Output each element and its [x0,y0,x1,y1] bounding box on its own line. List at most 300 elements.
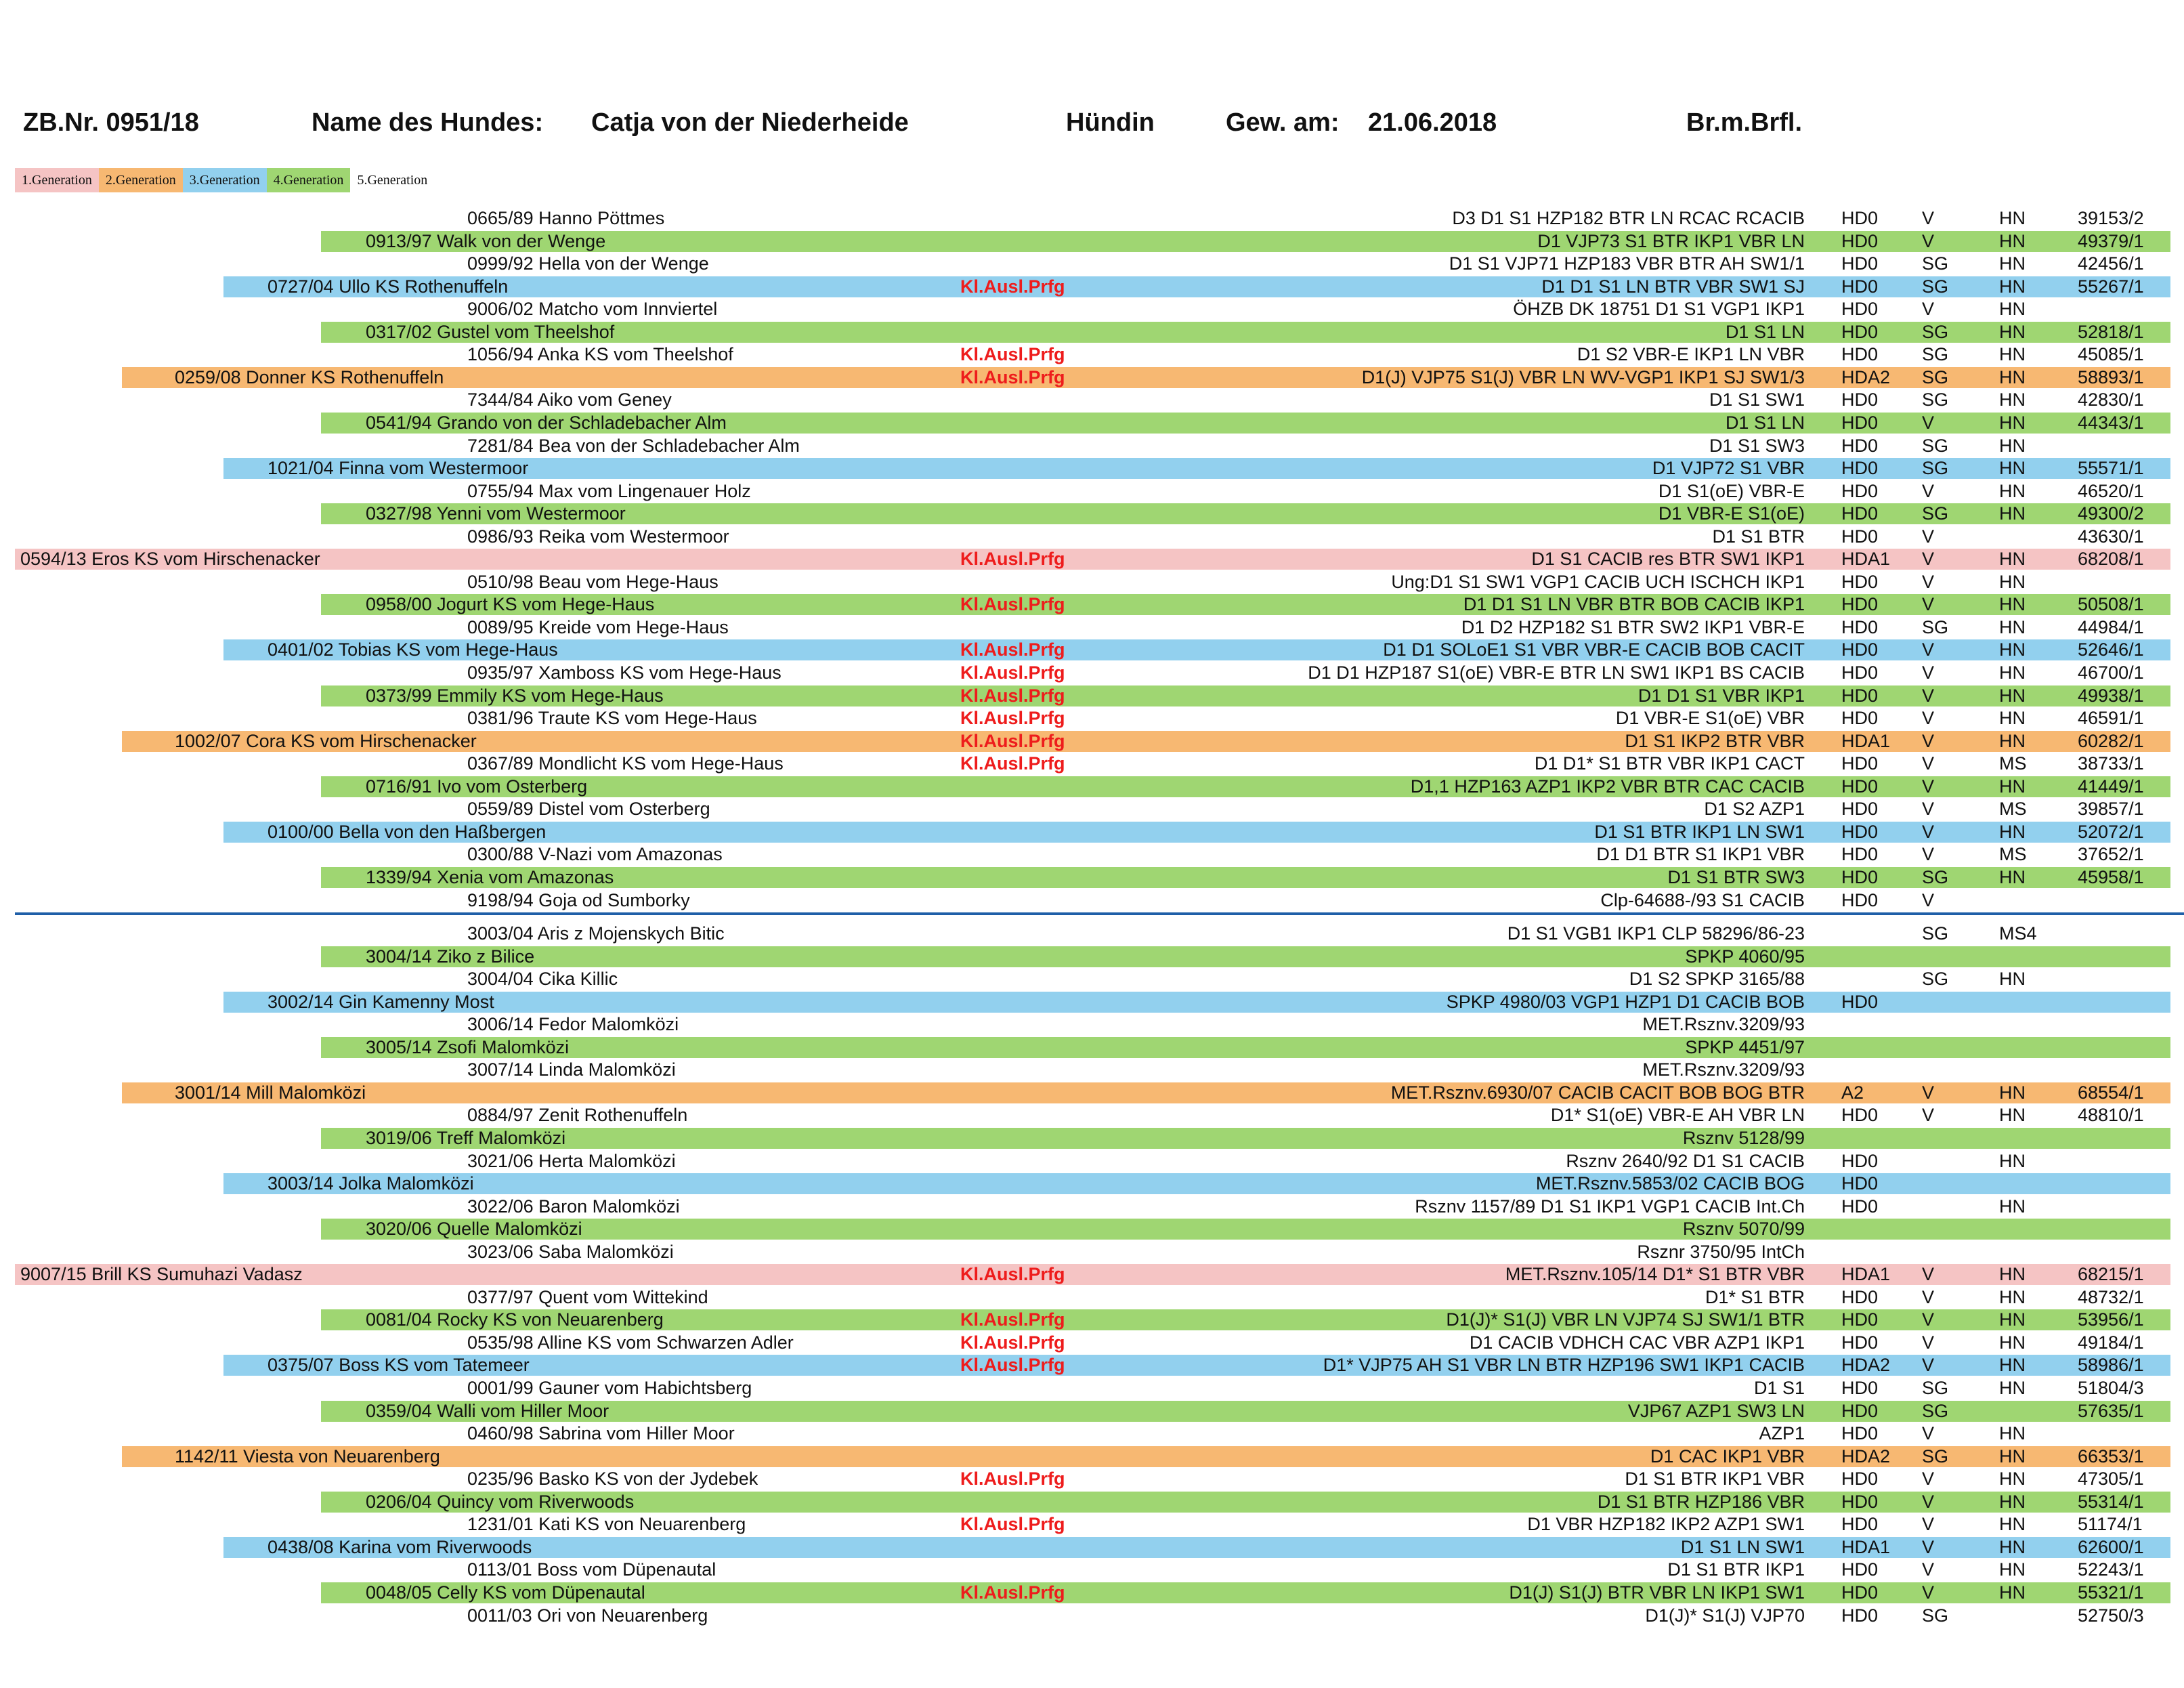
hd-cell: HDA2 [1841,1355,1891,1375]
ausl-prfg-mark: Kl.Ausl.Prfg [960,594,1065,614]
dog-entry: 0913/97 Walk von der Wenge [366,231,606,251]
pedigree-row [0,1013,2184,1036]
stammbuch-cell: 45958/1 [2078,867,2144,887]
hd-cell: HD0 [1841,322,1879,342]
pedigree-row [0,707,2184,730]
pedigree-row [0,1196,2184,1218]
pruefung-cell: HN [1999,867,2026,887]
pruefung-cell: HN [1999,1105,2026,1125]
titles-cell: D1 S1 CACIB res BTR SW1 IKP1 [1531,549,1805,569]
pruefung-cell: HN [1999,549,2026,569]
hd-cell: HD0 [1841,503,1879,524]
pedigree-row [0,776,2184,798]
ausl-prfg-mark: Kl.Ausl.Prfg [960,1582,1065,1603]
pedigree-row [0,616,2184,639]
pedigree-row [0,1536,2184,1559]
titles-cell: D1(J)* S1(J) VJP70 [1645,1605,1805,1626]
pruefung-cell: HN [1999,1287,2026,1307]
stammbuch-cell: 39153/2 [2078,208,2144,228]
pedigree-row [0,321,2184,343]
formwert-cell: V [1922,1082,1935,1103]
pruefung-cell: HN [1999,1332,2026,1353]
formwert-cell: SG [1922,367,1949,387]
hd-cell: HD0 [1841,1287,1879,1307]
dog-entry: 3003/04 Aris z Mojenskych Bitic [467,923,725,944]
pruefung-cell: HN [1999,572,2026,592]
titles-cell: D3 D1 S1 HZP182 BTR LN RCAC RCACIB [1452,208,1805,228]
formwert-cell: V [1922,481,1935,501]
dog-entry: 3004/14 Ziko z Bilice [366,946,535,967]
titles-cell: D1 S1 IKP2 BTR VBR [1625,731,1805,751]
formwert-cell: SG [1922,1378,1949,1398]
hd-cell: HD0 [1841,799,1879,819]
born-date: 21.06.2018 [1368,108,1497,137]
stammbuch-cell: 55267/1 [2078,276,2144,297]
ausl-prfg-mark: Kl.Ausl.Prfg [960,344,1065,364]
pruefung-cell: HN [1999,458,2026,478]
pruefung-cell: HN [1999,436,2026,456]
titles-cell: MET.Rsznv.6930/07 CACIB CACIT BOB BOG BTR [1390,1082,1805,1103]
stammbuch-cell: 58893/1 [2078,367,2144,387]
generation-bar [321,1219,2170,1240]
dog-entry: 0460/98 Sabrina vom Hiller Moor [467,1423,735,1443]
formwert-cell: V [1922,413,1935,433]
titles-cell: D1(J) S1(J) BTR VBR LN IKP1 SW1 [1509,1582,1805,1603]
formwert-cell: SG [1922,389,1949,410]
stammbuch-cell: 45085/1 [2078,344,2144,364]
dog-entry: 0113/01 Boss vom Düpenautal [467,1559,716,1580]
formwert-cell: V [1922,708,1935,728]
stammbuch-cell: 68208/1 [2078,549,2144,569]
titles-cell: D1 S2 SPKP 3165/88 [1629,969,1805,989]
pedigree-row [0,503,2184,525]
stammbuch-cell: 49938/1 [2078,685,2144,706]
dog-entry: 0716/91 Ivo vom Osterberg [366,776,588,797]
pruefung-cell: HN [1999,662,2026,683]
hd-cell: HD0 [1841,753,1879,774]
hd-cell: HD0 [1841,890,1879,910]
dog-entry: 3020/06 Quelle Malomközi [366,1219,582,1239]
dog-entry: 0665/89 Hanno Pöttmes [467,208,665,228]
titles-cell: D1* S1(oE) VBR-E AH VBR LN [1550,1105,1805,1125]
dog-entry: 0373/99 Emmily KS vom Hege-Haus [366,685,664,706]
pruefung-cell: HN [1999,1264,2026,1284]
pedigree-row [0,968,2184,990]
hd-cell: HD0 [1841,436,1879,456]
pedigree-row [0,1422,2184,1445]
hd-cell: HD0 [1841,867,1879,887]
pruefung-cell: HN [1999,1082,2026,1103]
pedigree-row [0,548,2184,570]
hd-cell: HD0 [1841,1309,1879,1330]
titles-cell: Clp-64688-/93 S1 CACIB [1600,890,1805,910]
dog-entry: 0327/98 Yenni vom Westermoor [366,503,626,524]
titles-cell: D1(J) VJP75 S1(J) VBR LN WV-VGP1 IKP1 SJ SW1/3 [1361,367,1805,387]
titles-cell: D1 CAC IKP1 VBR [1650,1446,1805,1467]
hd-cell: HD0 [1841,231,1879,251]
titles-cell: D1 D1 S1 LN VBR BTR BOB CACIB IKP1 [1463,594,1805,614]
formwert-cell: SG [1922,436,1949,456]
dog-entry: 0438/08 Karina vom Riverwoods [267,1537,532,1557]
pruefung-cell: HN [1999,276,2026,297]
titles-cell: D1,1 HZP163 AZP1 IKP2 VBR BTR CAC CACIB [1410,776,1805,797]
formwert-cell: SG [1922,923,1949,944]
titles-cell: SPKP 4060/95 [1685,946,1805,967]
titles-cell: Rsznv 1157/89 D1 S1 IKP1 VGP1 CACIB Int.Ch [1415,1196,1805,1217]
stammbuch-cell: 38733/1 [2078,753,2144,774]
coat-color: Br.m.Brfl. [1686,108,1803,137]
titles-cell: D1 S1 [1753,1378,1805,1398]
pruefung-cell: HN [1999,1514,2026,1534]
pruefung-cell: HN [1999,1355,2026,1375]
formwert-cell: V [1922,572,1935,592]
pruefung-cell: HN [1999,1196,2026,1217]
pruefung-cell: HN [1999,1492,2026,1512]
dog-entry: 0958/00 Jogurt KS vom Hege-Haus [366,594,655,614]
generation-legend [15,168,434,192]
stammbuch-cell: 48732/1 [2078,1287,2144,1307]
hd-cell: HD0 [1841,1401,1879,1421]
formwert-cell: SG [1922,617,1949,637]
hd-cell: HD0 [1841,1105,1879,1125]
formwert-cell: SG [1922,1401,1949,1421]
pedigree-row [0,1468,2184,1490]
titles-cell: D1 S1 BTR IKP1 VBR [1625,1469,1805,1489]
dog-entry: 9198/94 Goja od Sumborky [467,890,690,910]
formwert-cell: V [1922,299,1935,319]
ausl-prfg-mark: Kl.Ausl.Prfg [960,731,1065,751]
pedigree-row [0,1377,2184,1399]
pruefung-cell: MS [1999,753,2027,774]
stammbuch-cell: 52072/1 [2078,822,2144,842]
titles-cell: D1 S1 LN SW1 [1680,1537,1805,1557]
pruefung-cell: HN [1999,1469,2026,1489]
formwert-cell: SG [1922,503,1949,524]
titles-cell: SPKP 4980/03 VGP1 HZP1 D1 CACIB BOB [1446,992,1805,1012]
titles-cell: D1 S1 BTR IKP1 [1667,1559,1805,1580]
formwert-cell: V [1922,549,1935,569]
pedigree-row [0,1150,2184,1173]
stammbuch-cell: 48810/1 [2078,1105,2144,1125]
stammbuch-cell: 44343/1 [2078,413,2144,433]
pedigree-row [0,1036,2184,1059]
hd-cell: HD0 [1841,1492,1879,1512]
pruefung-cell: HN [1999,822,2026,842]
dog-entry: 0375/07 Boss KS vom Tatemeer [267,1355,530,1375]
pedigree-row [0,1332,2184,1354]
hd-cell: HD0 [1841,992,1879,1012]
titles-cell: D1 D1* S1 BTR VBR IKP1 CACT [1534,753,1805,774]
generation-bar [223,276,2170,297]
dog-entry: 0300/88 V-Nazi vom Amazonas [467,844,723,864]
hd-cell: HDA1 [1841,731,1891,751]
titles-cell: D1 D1 S1 VBR IKP1 [1637,685,1805,706]
titles-cell: D1 VJP72 S1 VBR [1652,458,1805,478]
dog-entry: 9006/02 Matcho vom Innviertel [467,299,718,319]
hd-cell: HD0 [1841,1332,1879,1353]
pruefung-cell: HN [1999,1446,2026,1467]
dog-entry: 3002/14 Gin Kamenny Most [267,992,494,1012]
pedigree-row [0,230,2184,253]
hd-cell: HD0 [1841,1469,1879,1489]
hd-cell: HD0 [1841,299,1879,319]
titles-cell: SPKP 4451/97 [1685,1037,1805,1057]
stammbuch-cell: 62600/1 [2078,1537,2144,1557]
stammbuch-cell: 49300/2 [2078,503,2144,524]
pruefung-cell: HN [1999,299,2026,319]
dog-entry: 3006/14 Fedor Malomközi [467,1014,679,1034]
dog-name-label: Name des Hundes: [312,108,544,137]
dog-entry: 0510/98 Beau vom Hege-Haus [467,572,719,592]
titles-cell: D1(J)* S1(J) VBR LN VJP74 SJ SW1/1 BTR [1446,1309,1805,1330]
pruefung-cell: HN [1999,344,2026,364]
pedigree-row [0,435,2184,457]
pedigree-row [0,207,2184,230]
legend-gen-5: 5.Generation [350,168,434,192]
stammbuch-cell: 46520/1 [2078,481,2144,501]
pruefung-cell: HN [1999,1582,2026,1603]
formwert-cell: V [1922,1423,1935,1443]
hd-cell: HD0 [1841,844,1879,864]
pruefung-cell: HN [1999,776,2026,797]
generation-bar [321,1037,2170,1058]
titles-cell: Rsznr 3750/95 IntCh [1637,1242,1805,1262]
dog-entry: 0089/95 Kreide vom Hege-Haus [467,617,729,637]
titles-cell: D1 S1 SW3 [1709,436,1805,456]
hd-cell: HD0 [1841,685,1879,706]
stammbuch-cell: 66353/1 [2078,1446,2144,1467]
hd-cell: HD0 [1841,526,1879,547]
titles-cell: D1 S1 LN [1725,413,1805,433]
generation-bar [223,992,2170,1013]
hd-cell: HD0 [1841,617,1879,637]
pedigree-row [0,685,2184,707]
pruefung-cell: HN [1999,253,2026,274]
pedigree-row [0,730,2184,753]
stammbuch-cell: 58986/1 [2078,1355,2144,1375]
titles-cell: D1 S1 BTR SW3 [1667,867,1805,887]
titles-cell: D1* S1 BTR [1705,1287,1805,1307]
formwert-cell: V [1922,526,1935,547]
pruefung-cell: HN [1999,1423,2026,1443]
pruefung-cell: HN [1999,367,2026,387]
pedigree-row [0,1241,2184,1263]
formwert-cell: V [1922,1355,1935,1375]
pedigree-row [0,1446,2184,1468]
dog-entry: 3005/14 Zsofi Malomközi [366,1037,570,1057]
pruefung-cell: HN [1999,1151,2026,1171]
stammbuch-cell: 37652/1 [2078,844,2144,864]
pedigree-row [0,1354,2184,1376]
stammbuch-cell: 55321/1 [2078,1582,2144,1603]
titles-cell: AZP1 [1759,1423,1805,1443]
formwert-cell: V [1922,1559,1935,1580]
stammbuch-cell: 52243/1 [2078,1559,2144,1580]
formwert-cell: SG [1922,1605,1949,1626]
hd-cell: HD0 [1841,1378,1879,1398]
dog-entry: 0367/89 Mondlicht KS vom Hege-Haus [467,753,784,774]
formwert-cell: V [1922,662,1935,683]
titles-cell: D1 S2 AZP1 [1704,799,1805,819]
dog-entry: 0359/04 Walli vom Hiller Moor [366,1401,609,1421]
zb-number: ZB.Nr. 0951/18 [23,108,199,137]
pedigree-row [0,662,2184,684]
dog-entry: 0594/13 Eros KS vom Hirschenacker [20,549,320,569]
hd-cell: HD0 [1841,639,1879,660]
dog-entry: 3022/06 Baron Malomközi [467,1196,680,1217]
dog-entry: 0011/03 Ori von Neuarenberg [467,1605,708,1626]
pedigree-row [0,480,2184,503]
stammbuch-cell: 51174/1 [2078,1514,2143,1534]
ausl-prfg-mark: Kl.Ausl.Prfg [960,549,1065,569]
formwert-cell: V [1922,799,1935,819]
pruefung-cell: HN [1999,639,2026,660]
formwert-cell: V [1922,208,1935,228]
pruefung-cell: MS [1999,844,2027,864]
pruefung-cell: HN [1999,969,2026,989]
pedigree-row [0,571,2184,593]
generation-bar [321,1128,2170,1149]
titles-cell: D1 S1 BTR IKP1 LN SW1 [1594,822,1805,842]
dog-entry: 1339/94 Xenia vom Amazonas [366,867,614,887]
stammbuch-cell: 49184/1 [2078,1332,2144,1353]
hd-cell: HDA1 [1841,1537,1891,1557]
formwert-cell: V [1922,776,1935,797]
hd-cell: HDA1 [1841,549,1891,569]
formwert-cell: SG [1922,458,1949,478]
dog-entry: 3001/14 Mill Malomközi [175,1082,366,1103]
formwert-cell: V [1922,753,1935,774]
hd-cell: HD0 [1841,776,1879,797]
formwert-cell: V [1922,1469,1935,1489]
ausl-prfg-mark: Kl.Ausl.Prfg [960,1469,1065,1489]
titles-cell: D1 S2 VBR-E IKP1 LN VBR [1577,344,1805,364]
pedigree-row [0,1559,2184,1581]
formwert-cell: V [1922,731,1935,751]
formwert-cell: SG [1922,253,1949,274]
ausl-prfg-mark: Kl.Ausl.Prfg [960,1355,1065,1375]
pedigree-row [0,1400,2184,1422]
ausl-prfg-mark: Kl.Ausl.Prfg [960,753,1065,774]
dog-entry: 0727/04 Ullo KS Rothenuffeln [267,276,509,297]
formwert-cell: V [1922,231,1935,251]
titles-cell: D1 D1 HZP187 S1(oE) VBR-E BTR LN SW1 IKP1 BS CACIB [1308,662,1805,683]
hd-cell: HD0 [1841,1196,1879,1217]
pruefung-cell: HN [1999,413,2026,433]
sire-dam-divider [15,912,2184,915]
hd-cell: HD0 [1841,276,1879,297]
hd-cell: HD0 [1841,481,1879,501]
pedigree-row [0,889,2184,912]
pedigree-row [0,1218,2184,1240]
titles-cell: D1 S1 BTR [1712,526,1805,547]
formwert-cell: V [1922,822,1935,842]
stammbuch-cell: 50508/1 [2078,594,2144,614]
formwert-cell: SG [1922,322,1949,342]
titles-cell: D1 D2 HZP182 S1 BTR SW2 IKP1 VBR-E [1461,617,1805,637]
hd-cell: HDA2 [1841,367,1891,387]
dog-entry: 0935/97 Xamboss KS vom Hege-Haus [467,662,781,683]
pedigree-row [0,412,2184,434]
pedigree-row [0,1491,2184,1513]
hd-cell: HD0 [1841,413,1879,433]
dog-entry: 0541/94 Grando von der Schladebacher Alm [366,413,727,433]
dog-entry: 0999/92 Hella von der Wenge [467,253,709,274]
titles-cell: Ung:D1 S1 SW1 VGP1 CACIB UCH ISCHCH IKP1 [1391,572,1805,592]
pedigree-row [0,1263,2184,1286]
titles-cell: Rsznv 2640/92 D1 S1 CACIB [1566,1151,1805,1171]
formwert-cell: SG [1922,867,1949,887]
stammbuch-cell: 52646/1 [2078,639,2144,660]
pedigree-row [0,1082,2184,1104]
pedigree-row [0,1059,2184,1081]
pedigree-row [0,1173,2184,1195]
pedigree-row [0,526,2184,548]
stammbuch-cell: 55571/1 [2078,458,2144,478]
formwert-cell: V [1922,1309,1935,1330]
dog-entry: 0535/98 Alline KS vom Schwarzen Adler [467,1332,794,1353]
titles-cell: D1 VBR-E S1(oE) VBR [1615,708,1805,728]
pedigree-row [0,298,2184,320]
dog-entry: 0100/00 Bella von den Haßbergen [267,822,547,842]
hd-cell: HD0 [1841,822,1879,842]
ausl-prfg-mark: Kl.Ausl.Prfg [960,367,1065,387]
formwert-cell: V [1922,1105,1935,1125]
dog-entry: 3019/06 Treff Malomközi [366,1128,566,1148]
pruefung-cell: MS [1999,799,2027,819]
titles-cell: D1 D1 S1 LN BTR VBR SW1 SJ [1541,276,1805,297]
pedigree-row [0,276,2184,298]
pruefung-cell: MS4 [1999,923,2037,944]
dog-entry: 3023/06 Saba Malomközi [467,1242,674,1262]
dog-entry: 1056/94 Anka KS vom Theelshof [467,344,733,364]
pedigree-row [0,946,2184,968]
titles-cell: D1 CACIB VDHCH CAC VBR AZP1 IKP1 [1469,1332,1805,1353]
ausl-prfg-mark: Kl.Ausl.Prfg [960,276,1065,297]
ausl-prfg-mark: Kl.Ausl.Prfg [960,685,1065,706]
pruefung-cell: HN [1999,617,2026,637]
dog-name: Catja von der Niederheide [591,108,909,137]
formwert-cell: V [1922,1582,1935,1603]
ausl-prfg-mark: Kl.Ausl.Prfg [960,1332,1065,1353]
dog-entry: 0559/89 Distel vom Osterberg [467,799,710,819]
formwert-cell: SG [1922,344,1949,364]
stammbuch-cell: 68215/1 [2078,1264,2144,1284]
formwert-cell: V [1922,685,1935,706]
pedigree-row [0,457,2184,480]
formwert-cell: V [1922,844,1935,864]
formwert-cell: V [1922,1537,1935,1557]
titles-cell: D1 S1 BTR HZP186 VBR [1597,1492,1805,1512]
titles-cell: MET.Rsznv.3209/93 [1642,1059,1805,1080]
titles-cell: D1 S1 SW1 [1709,389,1805,410]
pruefung-cell: HN [1999,1378,2026,1398]
formwert-cell: V [1922,639,1935,660]
hd-cell: HDA1 [1841,1264,1891,1284]
hd-cell: HD0 [1841,1423,1879,1443]
hd-cell: HD0 [1841,1605,1879,1626]
stammbuch-cell: 42830/1 [2078,389,2144,410]
hd-cell: HD0 [1841,1559,1879,1580]
generation-bar [223,1173,2170,1194]
titles-cell: D1 VBR HZP182 IKP2 AZP1 SW1 [1527,1514,1805,1534]
stammbuch-cell: 49379/1 [2078,231,2144,251]
dog-entry: 3007/14 Linda Malomközi [467,1059,676,1080]
pedigree-row [0,753,2184,775]
stammbuch-cell: 55314/1 [2078,1492,2144,1512]
dog-entry: 0317/02 Gustel vom Theelshof [366,322,615,342]
titles-cell: Rsznv 5070/99 [1682,1219,1805,1239]
